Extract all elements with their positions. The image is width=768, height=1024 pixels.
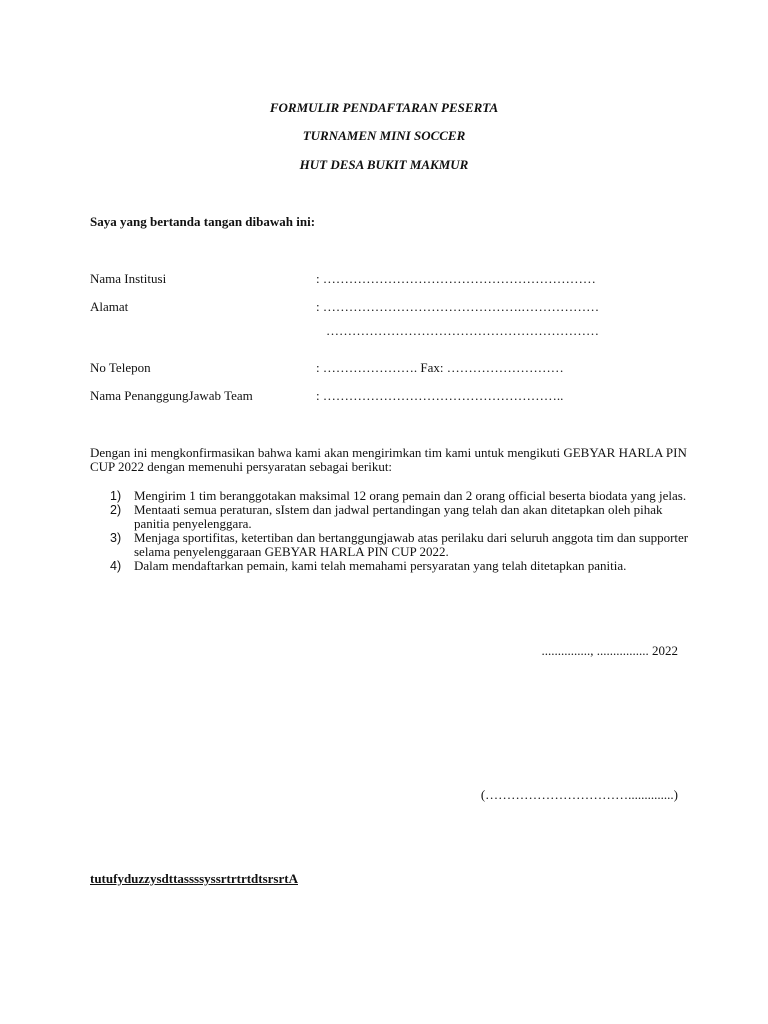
requirements-list <box>90 489 690 573</box>
intro-statement: Saya yang bertanda tangan dibawah ini: <box>90 214 316 229</box>
list-item-number: 1) <box>110 489 122 503</box>
list-item <box>90 503 690 531</box>
field-nama-institusi[interactable]: : ……………………………………………………… <box>316 271 596 286</box>
field-penanggung-jawab[interactable]: : ……………………………………………….. <box>316 388 564 403</box>
list-item <box>90 559 690 573</box>
signature-line[interactable]: (……………………………..............) <box>480 787 678 802</box>
form-title: FORMULIR PENDAFTARAN PESERTA <box>269 100 499 115</box>
field-telepon-fax[interactable]: : …………………. Fax: ……………………… <box>316 360 564 375</box>
list-item <box>90 489 690 503</box>
field-alamat-line1[interactable]: : ……………………………………….……………… <box>316 299 600 314</box>
date-line[interactable]: ..............., ................ 2022 <box>541 643 678 658</box>
list-item-text: Mentaati semua peraturan, sIstem dan jadwal pertandingan yang telah dan akan ditetapkan oleh pihak panitia penyelenggara. <box>134 502 663 531</box>
confirmation-paragraph: Dengan ini mengkonfirmasikan bahwa kami akan mengirimkan tim kami untuk mengikuti GEBYAR HARLA PIN CUP 2022 dengan memenuhi persyaratan sebagai berikut: <box>90 445 687 474</box>
label-no-telepon: No Telepon <box>90 360 151 375</box>
list-item-number: 3) <box>110 531 122 545</box>
list-item-text: Menjaga sportifitas, ketertiban dan bertanggungjawab atas perilaku dari seluruh anggota tim dan supporter selama penyelenggaraan GEBYAR HARLA PIN CUP 2022. <box>134 530 689 559</box>
list-item-text: Mengirim 1 tim beranggotakan maksimal 12 orang pemain dan 2 orang official beserta biodata yang jelas. <box>134 488 687 503</box>
list-item-number: 4) <box>110 559 122 573</box>
list-item-number: 2) <box>110 503 122 517</box>
field-alamat-line2[interactable]: ……………………………………………………… <box>326 323 599 338</box>
label-alamat: Alamat <box>90 299 129 314</box>
form-subtitle-tournament: TURNAMEN MINI SOCCER <box>302 128 466 143</box>
form-subtitle-event: HUT DESA BUKIT MAKMUR <box>299 157 469 172</box>
label-penanggung-jawab: Nama PenanggungJawab Team <box>90 388 253 403</box>
list-item <box>90 531 690 559</box>
footer-text: tutufyduzzysdttassssyssrtrtrtdtsrsrtA <box>90 871 298 886</box>
list-item-text: Dalam mendaftarkan pemain, kami telah memahami persyaratan yang telah ditetapkan panitia. <box>134 558 627 573</box>
label-nama-institusi: Nama Institusi <box>90 271 167 286</box>
